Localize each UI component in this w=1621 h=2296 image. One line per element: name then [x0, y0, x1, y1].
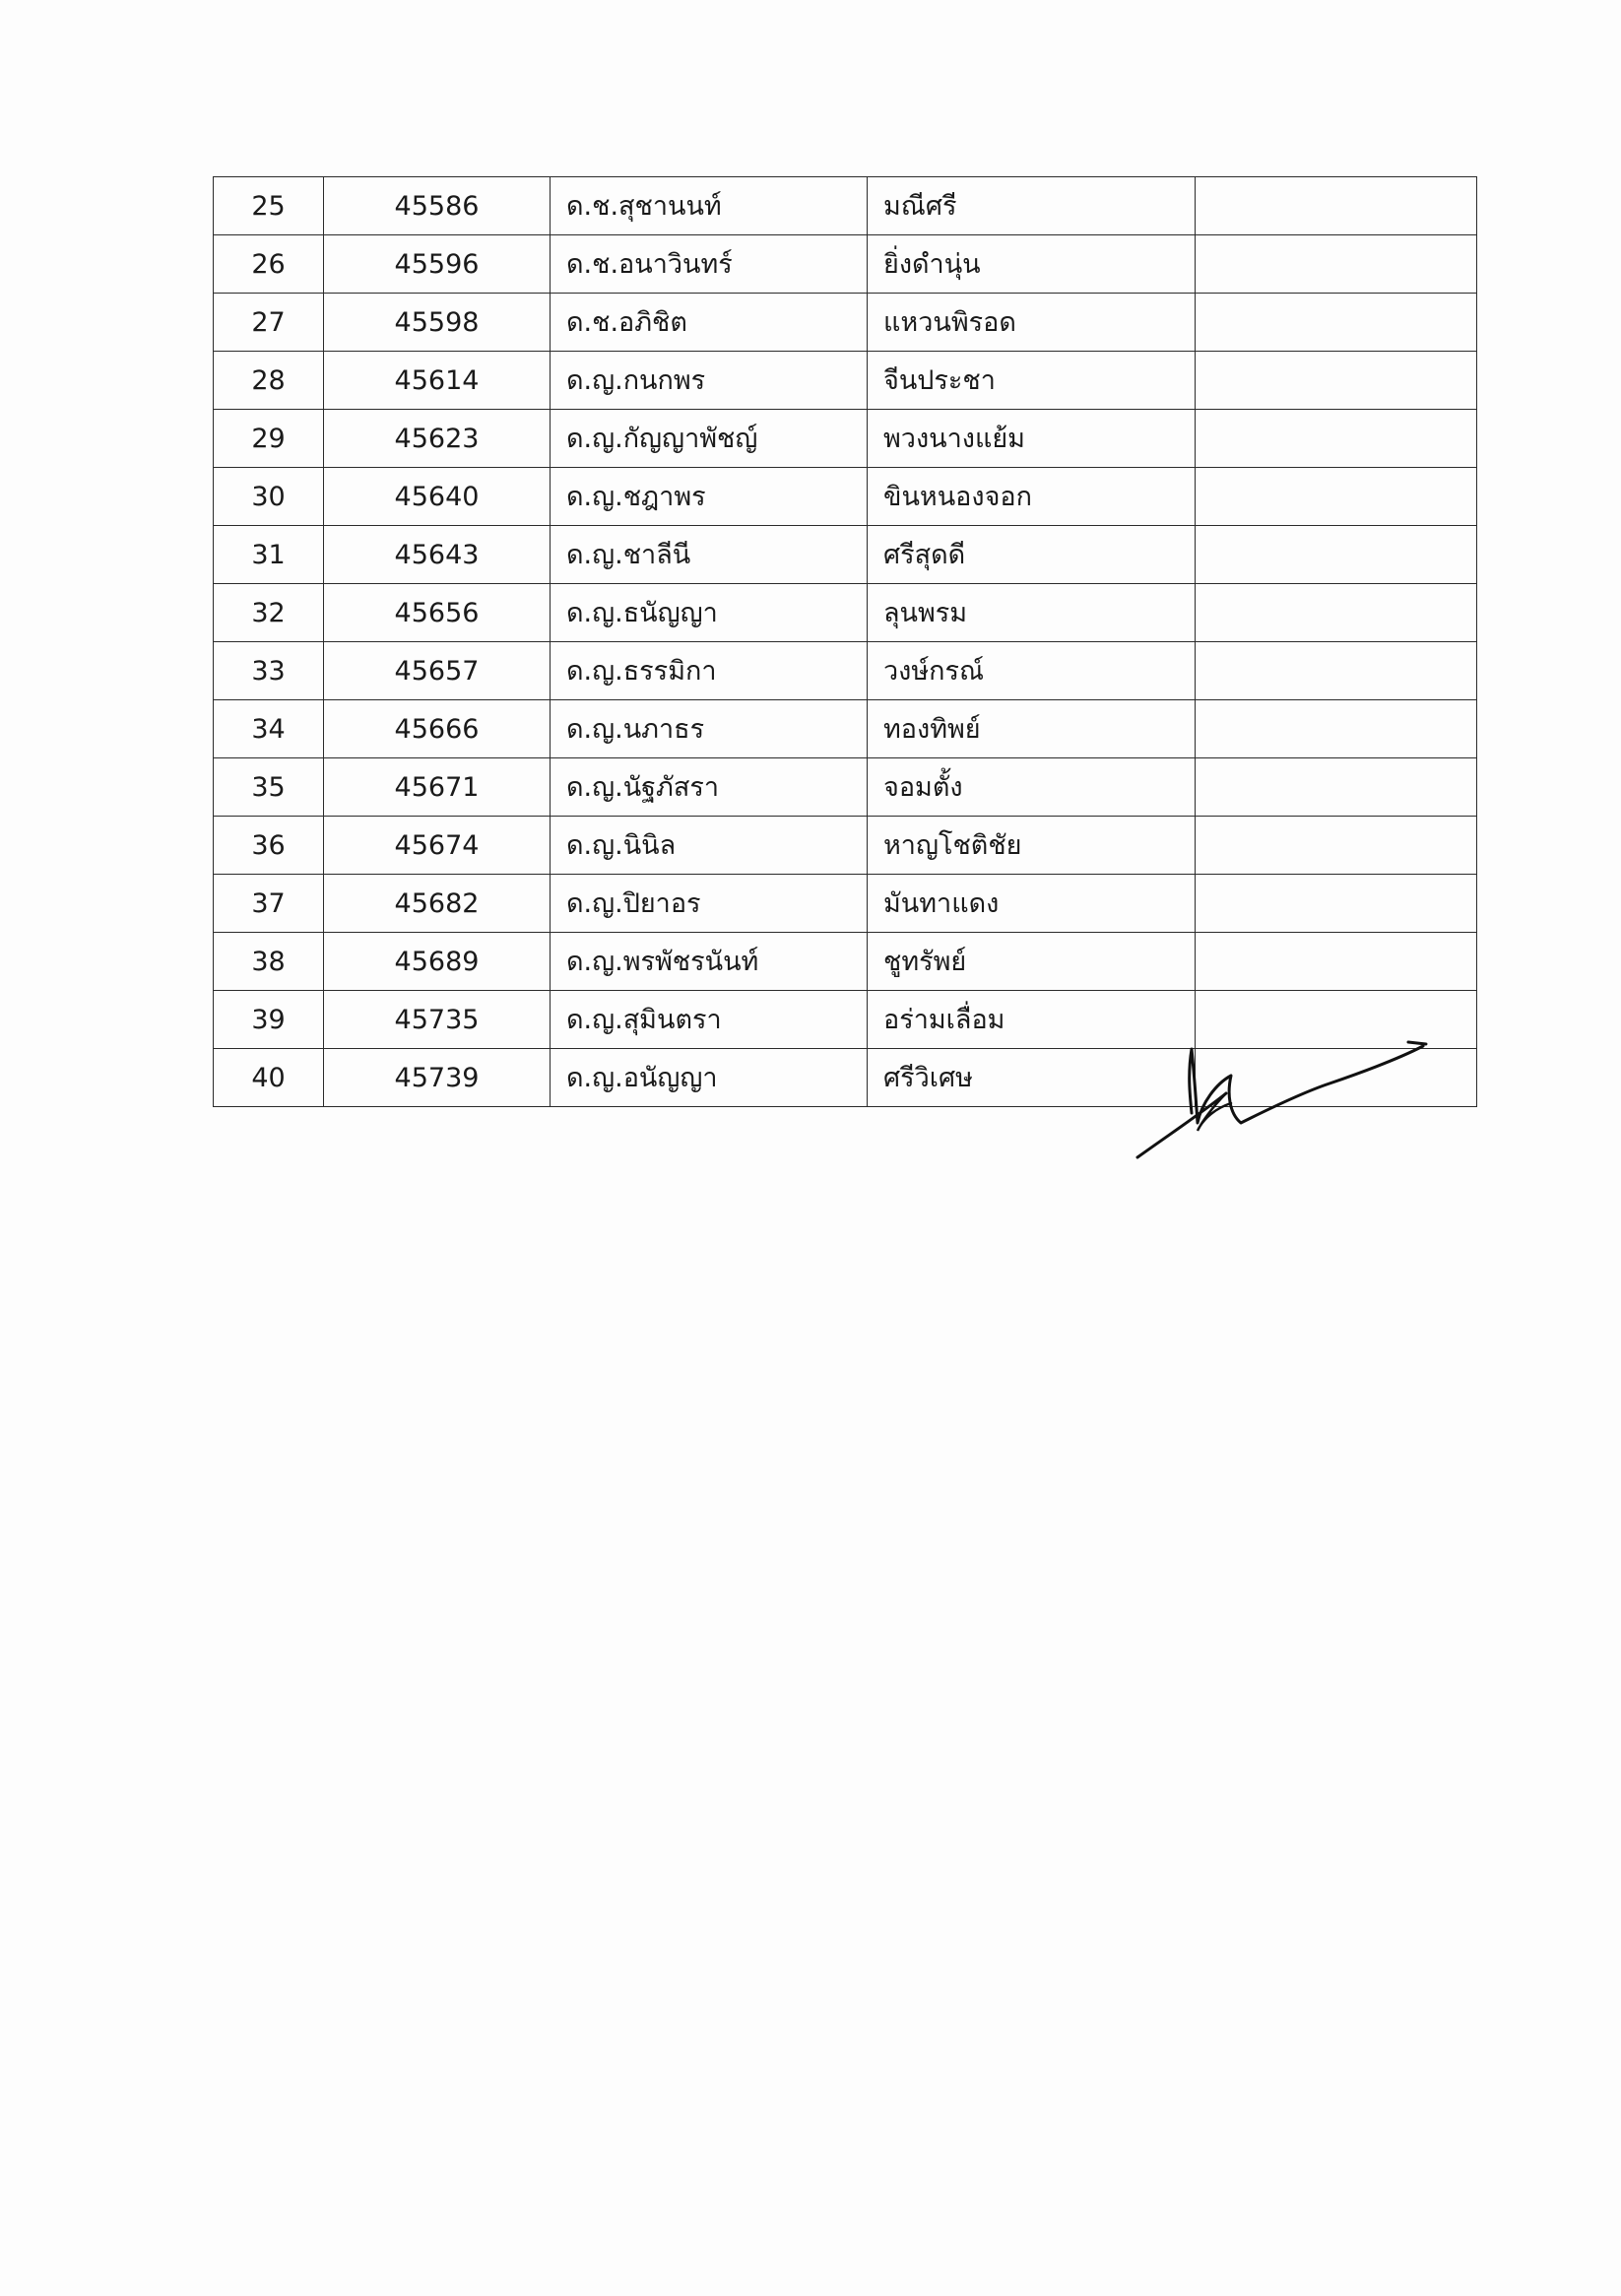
table-row — [214, 758, 1477, 817]
student-id-cell: 45586 — [324, 177, 551, 235]
first-name-cell: ด.ญ.กัญญาพัชญ์ — [551, 410, 868, 468]
student-id-cell: 45666 — [324, 700, 551, 758]
table-row — [214, 177, 1477, 235]
student-id-cell: 45643 — [324, 526, 551, 584]
first-name-cell: ด.ญ.ชฎาพร — [551, 468, 868, 526]
student-id-cell: 45682 — [324, 875, 551, 933]
first-name-cell: ด.ญ.นินิล — [551, 817, 868, 875]
table-row — [214, 526, 1477, 584]
last-name-cell: ศรีสุดดี — [868, 526, 1196, 584]
table-row — [214, 468, 1477, 526]
row-number-cell: 25 — [214, 177, 324, 235]
last-name-cell: ศรีวิเศษ — [868, 1049, 1196, 1107]
row-number-cell: 32 — [214, 584, 324, 642]
note-cell — [1196, 410, 1477, 468]
student-roster-table — [213, 176, 1477, 1107]
note-cell — [1196, 933, 1477, 991]
student-id-cell: 45739 — [324, 1049, 551, 1107]
student-id-cell: 45640 — [324, 468, 551, 526]
student-id-cell: 45614 — [324, 352, 551, 410]
row-number-cell: 28 — [214, 352, 324, 410]
first-name-cell: ด.ญ.ธรรมิกา — [551, 642, 868, 700]
last-name-cell: จีนประชา — [868, 352, 1196, 410]
row-number-cell: 36 — [214, 817, 324, 875]
note-cell — [1196, 584, 1477, 642]
table-row — [214, 410, 1477, 468]
table-row — [214, 875, 1477, 933]
note-cell — [1196, 235, 1477, 294]
roster-body — [214, 177, 1477, 1107]
row-number-cell: 29 — [214, 410, 324, 468]
note-cell — [1196, 642, 1477, 700]
student-id-cell: 45689 — [324, 933, 551, 991]
table-row — [214, 700, 1477, 758]
last-name-cell: จอมตั้ง — [868, 758, 1196, 817]
handwritten-signature — [1133, 1015, 1428, 1172]
last-name-cell: พวงนางแย้ม — [868, 410, 1196, 468]
first-name-cell: ด.ช.อนาวินทร์ — [551, 235, 868, 294]
last-name-cell: ยิ่งดำนุ่น — [868, 235, 1196, 294]
first-name-cell: ด.ช.อภิชิต — [551, 294, 868, 352]
first-name-cell: ด.ญ.นัฐภัสรา — [551, 758, 868, 817]
student-id-cell: 45598 — [324, 294, 551, 352]
last-name-cell: แหวนพิรอด — [868, 294, 1196, 352]
first-name-cell: ด.ญ.อนัญญา — [551, 1049, 868, 1107]
table-row — [214, 235, 1477, 294]
first-name-cell: ด.ช.สุชานนท์ — [551, 177, 868, 235]
row-number-cell: 37 — [214, 875, 324, 933]
last-name-cell: ขินหนองจอก — [868, 468, 1196, 526]
row-number-cell: 35 — [214, 758, 324, 817]
last-name-cell: ลุนพรม — [868, 584, 1196, 642]
table-row — [214, 584, 1477, 642]
last-name-cell: มันทาแดง — [868, 875, 1196, 933]
last-name-cell: มณีศรี — [868, 177, 1196, 235]
first-name-cell: ด.ญ.กนกพร — [551, 352, 868, 410]
row-number-cell: 26 — [214, 235, 324, 294]
last-name-cell: ทองทิพย์ — [868, 700, 1196, 758]
student-id-cell: 45623 — [324, 410, 551, 468]
student-id-cell: 45674 — [324, 817, 551, 875]
table-row — [214, 352, 1477, 410]
row-number-cell: 38 — [214, 933, 324, 991]
table-row — [214, 642, 1477, 700]
last-name-cell: วงษ์กรณ์ — [868, 642, 1196, 700]
note-cell — [1196, 875, 1477, 933]
table-row — [214, 933, 1477, 991]
row-number-cell: 33 — [214, 642, 324, 700]
note-cell — [1196, 700, 1477, 758]
first-name-cell: ด.ญ.นภาธร — [551, 700, 868, 758]
note-cell — [1196, 468, 1477, 526]
table-row — [214, 294, 1477, 352]
last-name-cell: หาญโชติชัย — [868, 817, 1196, 875]
row-number-cell: 40 — [214, 1049, 324, 1107]
row-number-cell: 27 — [214, 294, 324, 352]
note-cell — [1196, 177, 1477, 235]
note-cell — [1196, 526, 1477, 584]
student-id-cell: 45656 — [324, 584, 551, 642]
note-cell — [1196, 817, 1477, 875]
table-row — [214, 817, 1477, 875]
student-id-cell: 45657 — [324, 642, 551, 700]
student-id-cell: 45596 — [324, 235, 551, 294]
student-id-cell: 45671 — [324, 758, 551, 817]
row-number-cell: 39 — [214, 991, 324, 1049]
row-number-cell: 31 — [214, 526, 324, 584]
first-name-cell: ด.ญ.ธนัญญา — [551, 584, 868, 642]
first-name-cell: ด.ญ.ชาลีนี — [551, 526, 868, 584]
last-name-cell: อร่ามเลื่อม — [868, 991, 1196, 1049]
note-cell — [1196, 352, 1477, 410]
student-id-cell: 45735 — [324, 991, 551, 1049]
last-name-cell: ชูทรัพย์ — [868, 933, 1196, 991]
note-cell — [1196, 758, 1477, 817]
first-name-cell: ด.ญ.สุมินตรา — [551, 991, 868, 1049]
note-cell — [1196, 294, 1477, 352]
row-number-cell: 34 — [214, 700, 324, 758]
first-name-cell: ด.ญ.ปิยาอร — [551, 875, 868, 933]
row-number-cell: 30 — [214, 468, 324, 526]
first-name-cell: ด.ญ.พรพัชรนันท์ — [551, 933, 868, 991]
